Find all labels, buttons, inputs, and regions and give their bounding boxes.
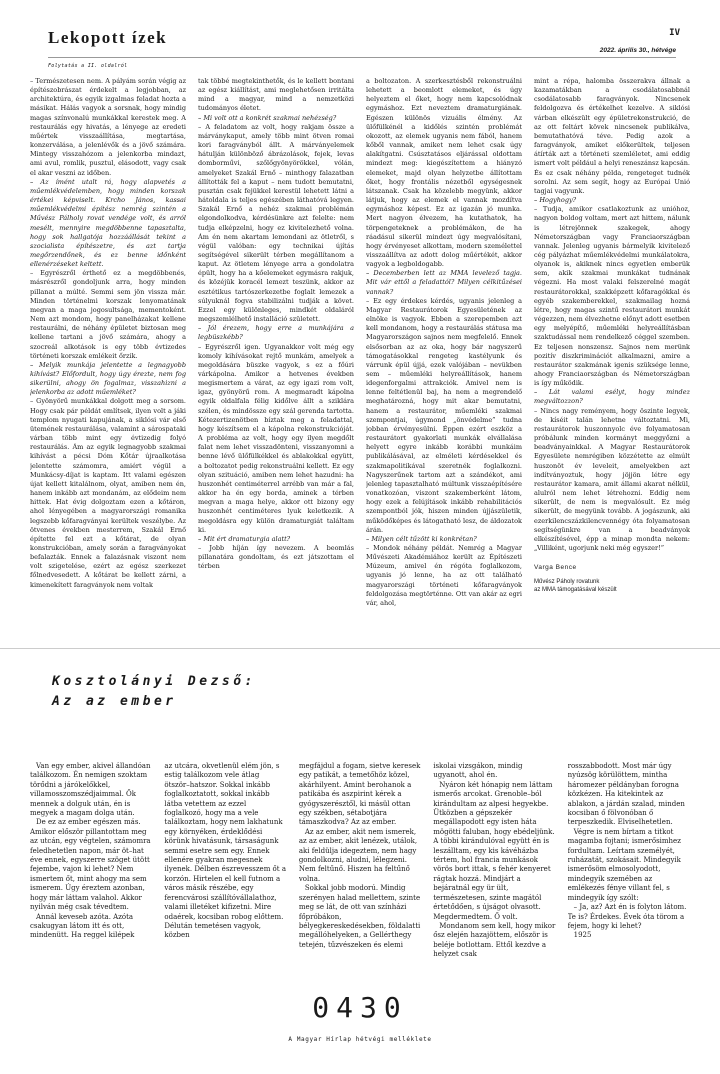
article-paragraph: – Mit ért dramaturgia alatt? [198,534,291,543]
poem-paragraph: De ez az ember egészen más. Amikor először pillantottam meg az utcán, egy végtelen, számomra feledhetetlen napon, már öt–hat éve ennek, egyszerre szöget ütött fejembe, vajon ki lehet? Nem ismertem őt, mint ahogy ma sem ismerem. Úgy éreztem azonban, hogy már láttam valahol. Akkor nyilván még csak tévedtem. [30,818,151,912]
section-title: Lekopott ízek [48,28,168,47]
poem-title: Az az ember [52,694,177,709]
article-paragraph: – Milyen célt tűzött ki konkrétan? [366,534,477,543]
poem-column [433,762,555,962]
continued-note: Folytatás a II. oldalról [48,63,128,69]
author-signature: Varga Bence [534,564,577,572]
poem-paragraph: Annál keveseb azóta. Azóta csakugyan látom itt és ott, mindenütt. Ha reggel kilépek [30,912,135,940]
article-paragraph: – A feladatom az volt, hogy rakjam össze a márványkaput, amely több mint ötven romai kori faragványból állt. A márványelemek hátulján különböző ábrázolások, fejek, levas domborművi, szőlőgyönyörökkel, vólán, amelyeket Szakál Ernő – minthogy falazatban állították fel a kaput – nem tudott bemutatni, pusztán csak fejükkel kerestül lehetett látni a hátoldala is teljes egészében láthatóvá legyen. Szakál Ernő a nehéz szakmai problémán elgondolkodva, kérdésünkre azt felelte: nem tudja elképzelni, hogy ez kivitelezhető volna. Ám én nem akartam lemondani az ötletről, s végül valóban: egy technikai újítás segítségével sikerült térben megállítanom a kaput. Az ötletem lényege arra a gondolatra épült, hogy ha a kőelemeket egymásra rakjuk, és közéjük koracél lemezt teszünk, akkor az esztétikus tartószerkezetbe foglalt lemezek a súlyuknál fogva stabilizálni tudják a követ. Ezzel egy különleges, mindkét oldaláról megszemlélhető installáció született. [198,122,354,324]
article-paragraph: – Az ímént utalt rá, hogy alapvetés a műemlékvédelemben, hogy minden korszak értékei képviselt. Krcho János, kassai műemlékvédelmi építész nemrég szintén a Művész Pálholy rovat vendége volt, és arról mesélt, mennyire megdöbbenne tapasztalta, hogy sok hallgatója hozzáállását tekint a szocialista építészetre, és azt tartja megőrzendőnek, és ez benne időnként ellenérzéseket keltett. [30,177,186,269]
supplement-line: A Magyar Hírlap hétvégi melléklete [288,1036,432,1043]
section-divider [0,648,720,649]
article-paragraph: – Tudja, amikor csatlakoztunk az unióhoz, nagyon boldog voltam, mert azt hittem, nálunk is létrejönnek szakegek, ahogy Németországban vagy Franciaországban vannak. Jelenleg ugyanis bármelyik kivitelező cég pályázhat műemlékvédelmi munkálatokra, olyanok is, akiknek nincs egyetlen emberük sem, akik szakmai munkákat tudnának végezni. Ha most valaki felszerelné magát restaurátorokkal, szakképzett kőfaragókkal és egyéb szakemberekkel, szakmailag hozná létre, hogy magas szintű restaurátori munkát végezzen, nem élvezhetne előnyt adott esetben egy melyépítő, műemléki helyreállításban szaktudással nem rendelkező céggel szemben. Ez teljesen nonszensz. Sajnos nem merünk pozitív diszkriminációt alkalmazni, amire a restaurátor szakmának igenis szüksége lenne, ahogy Franciaországban és Németországban is így működik. [534,205,690,388]
article-paragraph: a boltozaton. A szerkesztésből rekonstruálni lehetett a beomlott elemeket, és úgy helyeztem el őket, hogy nem kapcsolódnak egymáshoz. Ezt neveztem dramaturgiának. Egészen különös vizuális élmény. Az ülőfülkénél a kidőlés szintén problémát okozott, az elemek ugyanis nem fából, hanem kőből vannak, amiket nem lehet csak úgy alakítgatni. Csúsztatásos eljárással oldottam mindezt meg: kiegészítettem a hiányzó elemeket, majd olyan helyzetbe állítottam őket, hogy frontális nézetből egységesnek látszanak. Csak ha közelebb megyünk, akkor látjuk, hogy az elemek el vannak mozdítva egymáshoz képest. Ez az igazán jó munka. Mert nagyon élvezem, ha kutathatok, ha törpengeteknek a problémákon, de ha ráadásul sikerül mindezt úgy megvalósítani, hogy érvényeset alkottam, modern személettel visszaállítva az adott dolog műértékét, akkor vagyok a legboldogabb. [366,77,522,269]
poem-paragraph: iskolai vizsgákon, mindig ugyanott, ahol én. [433,762,523,780]
author-bio [534,578,690,594]
article-paragraph: – Jobb híján így nevezem. A beomlás pillanatára gondoltam, és ezt játszottam el térben [198,543,354,571]
poem-column [568,762,690,962]
page-number: IV [669,28,680,38]
poem-column [299,762,421,962]
article-paragraph: – Lát valami esélyt, hogy mindez megváltozzon? [534,388,690,406]
poem-paragraph: – Ja, az? Azt én is folyton látom. Te is? Érdekes. Évek óta törom a fejem, hogy ki lehet? [567,903,687,930]
article-paragraph: mint a répa, halomba összerakva állnak a kazamatákban a csodálatosabbnál csodálatosabb faragványok. Nincsenek feldolgozva és értékelhet kezelve. A siklósi várban elkészült egy épületrekonstrukció, de az ott feltárt kövek nincsenek publikálva, bemutathatóvá téve. Pedig azok a faragványok, amiket előkerültek, teljesen átírták azt a történeti szemléletet, ami eddig ismert volt például a helyi reneszánsz kapcsán. És ez csak néhány példa, rengeteget tudnék sorolni. Az sem segít, hogy az Európai Unió tagjai vagyunk. [534,77,690,195]
article-paragraph: – Mi volt ott a konkrét szakmai nehézség? [198,113,337,122]
article-paragraph: tak többé megtekinthetők, és le kellett bontani az egész kiállítást, ami meglehetősen irritálta mind a magyar, mind a nemzetközi tudományos életet. [198,77,354,113]
article-body [30,77,690,625]
poem-paragraph: megfájdul a fogam, sietve keresek egy patikát, a temetőhöz közel, akárhilyent. Amint berohanok a patikába és aszpirint kérek a gyógyszerésztől, ki másül ottan egy székben, sétabotjára támaszkodva? Az az ember. [298,762,421,827]
article-column [534,77,690,625]
article-column [198,77,354,625]
poem-column [164,762,286,962]
folio-number: 0430 [312,991,408,1024]
article-column-body [534,77,690,553]
poem-paragraph: 1925 [573,931,592,940]
article-paragraph: – Mondok néhány példát. Nemrég a Magyar Művészeti Akadémiához került az Építészeti Múzeum, amivel én régóta foglalkozom, ugyanis jó lenne, ha az ott található magyarországi történeti kőfaragványok feldolgozása megtörténne. Ott van akár az egri vár, ahol, [366,543,522,607]
poem-paragraph: rosszabbodott. Most már úgy nyúzsög körülöttem, mintha háromezer példányban forogna közkézen. Ha kitekintek az ablakon, a járdán szalad, minden kocsiban ő fölvonóban ő terpeszkedik. Elviselhetetlen. [567,762,685,827]
article-paragraph: – Gyönyörű munkákkal dolgott meg a sorsom. Hogy csak pár példát említsek, ilyen volt a jáki templom nyugati kapujának, a siklósi vár első ütemének restaurálása, valamint a sárospataki várban több mint egy évtizedig folyó restaurálás. Ám az egyik legnagyobb szakmai kihívást a pécsi Dóm Kőtár újraalkotása jelentette számomra, amiért végül a Munkácsy-díjat is kaptam. Itt valami egészen újat kellett kitalálnom, olyat, amiben nem én, hanem inkább azt mondanám, az elődeim nem hittek. Hat évig dolgoztam ezen a kőtáron, ahol lényegében a magyarországi romanika legszebb kőfaragványai kerültek veszélybe. Az ötvenes években mesterrem, Szakál Ernő építette fel ezt a kőtárat, de olyan konstrukcióban, amely során a faragványokat befalazták. Ennek a falazásnak viszont nem volt szigetelése, ezért az egész szerkezet főlnedvesedett. A kőtárat be kellett zárni, a kimenekített faragványok nem voltak [30,397,186,589]
poem-body [30,762,690,962]
article-paragraph: – Jól érezem, hogy erre a munkájára a legbüszkébb? [198,324,354,342]
poem-paragraph: az utcára, okvetlenül elém jön, s estig találkozom vele átlag ötször–hatszor. Sokkal inkább foglalkoztatott, sokkal inkább látba vetettem az ezzel foglalkozó, hogy ma a vele találkoztam, hogy nem lakhatunk egy környéken, érdeklődési körünk hivatásunk, társaságunk semmi esetre sem egy. Ennek ellenére gyakran megesnek ilyenek. Délben észrevesszem őt a korzón. Hirtelen el kell futnom a város másik részébe, egy ferencvárosi szállítóvállalathoz, valami illetéket kifizetni. Mire odaérek, kocsiban robog előttem. Délután temetésen vagyok, közben [164,762,286,940]
poem-column [30,762,152,962]
article-paragraph: – Ez egy érdekes kérdés, ugyanis jelenleg a Magyar Restaurátorok Egyesületének az elnöke is vagyok. Ebben a szerepemben azt kell mondanom, hogy a restaurálás státusa ma Magyarországon sajnos nem megfelelő. Ennek elsősorban az az oka, hogy bár nagyszerű támogatásokkal rengeteg kastélyunk és várrunk épül újjá, ezek valójában – nevükben sem – műemléki helyreállítások, hanem idegenforgalmi attrakciók. Amivel nem is lenne feltétlenül baj, ha nem a megrendelő meghatározná, hogy mit akar bemutatni, hanem a restaurátor, műemléki szakmai szempontjai, úgymond „önvédelme” tudna jobban érvényesülni. Éppen ezért eszköz a restaurátort gyakorlati munkák elvállalása helyett egyre inkább korábbi munkáim publikálásával, az elméleti kérdésekkel és szakmapolitikával szeretnék foglalkozni. Nagyszerűnek tartom azt a szándékot, ami jelenleg tapasztalható múltunk visszaépítésére vonatkozóan, viszont szakemberként látom, hogy ezek a felújítások inkább rehabilitációs szempontból jók, hiszen minden újjászületik, működőképes és látogatható lesz, de áldozatok árán. [366,296,522,534]
article-paragraph: – Hogyhogy? [534,196,577,205]
poem-paragraph: Mondanom sem kell, hogy mikor ősz elején hazajöttem, először is beléje botlottam. Ettől kezdve a helyzet csak [433,921,556,959]
poem-author: Kosztolányi Dezső: [52,674,256,689]
poem-paragraph: Nyáron két hónapig nem láttam ismerős arcokat. Grenoble–ból kirándultam az alpesi hegyekbe. Ütközben a gépszekér megállapodott egy isten háta mögötti faluban, hogy ebédeljünk. A többi kirándulóval együtt én is leszálltam, egy kis kávéházba tértem, hol francia munkások vörös bort ittak, s fehér kenyeret rágtak hozzá. Mindjárt a bejáratnál egy ür ült, természetesen, szinte magától értetődően, s újságot olvasott. Megdermedtem. Ő volt. [433,780,555,921]
article-column [366,77,522,625]
article-paragraph: – Természetesen nem. A pályám során végig az építészobrászat érdekelt a legjobban, az architektúra, és egyik izgalmas feladat hozta a másikat. Hálás vagyok a sorsnak, hogy mindig magas színvonalú munkákkal kerestek meg. A restaurálás egy hivatás, a lényege az eredeti műértek visszaállítása, megtartása, konzerválása, a jelenlévők és a jövő számára. Mintegy visszahózom a jelenkorba mindazt, ami avul, romlik, pusztul, elásodott, vagy csak el akar veszni az időben. [30,77,186,177]
poem-heading [52,672,256,712]
article-paragraph: – Melyik munkája jelentette a legnagyobb kihívást? Előfordult, hogy úgy érezte, nem fog sikerülni, ahogy ön fogalmaz, visszahizni a jelenkorba az adott műemléket? [30,360,186,397]
bio-line: az MMA támogatásával készült [534,587,617,594]
issue-date: 2022. április 30., hétvége [599,47,676,54]
article-column [30,77,186,625]
article-paragraph: – Egyrészről érthető ez a megdöbbenés, másrészről gondoljunk arra, hogy minden pillanat a múlté. Semmi sem jön vissza már. Minden történelmi korszak lenyomatának megvan a maga jogosultsága, mementoként. Nem azt mondom, hogy panelházakat kellene restaurálni, de néhány épületet biztosan meg kellene tartani a jövő számára, ahogy a szocreál alkotások is egy több évtizedes történeti korszak emlékeit őrzik. [30,269,186,360]
poem-paragraph: Sokkal jobb modorú. Mindig szerényen halad mellettem, szinte meg se lát, de ott van színházi főpróbákon, bélyegkereskedésekben, földalatti megállóhelyeken, a Gellérthegy tetején, tűzvészeken és elemi [298,884,421,949]
bio-line: Művész Páholy rovatunk [534,579,600,586]
poem-paragraph: Van egy ember, akivel állandóan találkozom. Én nemigen szoktam törődni a járókelőkkel, villamosszomszédjaimmal. Ők mennek a dolguk után, én is megyek a magam dolga után. [30,762,151,818]
header-rule [48,57,676,58]
article-paragraph: – Nincs nagy reményem, hogy öszinte legyek, de kíséit talán lehetne változtatni. Mi, restaurátorok huszonnyolc éve folyamatosan próbálunk minden kormányt meggyőzni a beadványainkkal. A Magyar Restaurátorok Egyesülete nemrégiben közzétette az elmúlt huszonöt év leveleit, amelyekben azt indítványoztuk, hogy jöjjön létre egy restaurátor kamara, amit állami akarat nélkül, alulról nem lehet létrehozni. Eddig nem sikerült, de nem is megvalósult. Ez még sikerült, de megyünk tovább. A jogászunk, aki ezerkilencszázkilencvennégy óta folyamatosan segítségünkre van a beadványok elkészítésével, épp a minap mondta nekem: „Villiként, ugorjunk neki még egyszer!” [534,406,690,552]
poem-paragraph: Az az ember, akit nem ismerek, az az ember, akit lenézek, utálok, aki feldülja idegeztem, nem hagy gondolkozni, aludni, lélegzeni. Nem feltűnő. Hiszen ha feltűnő volna. [298,827,418,883]
article-paragraph: – Egyrészről igen. Ugyanakkor volt még egy komoly kihívásokat rejtő munkám, amelyek a megoldására büszke vagyok, s ez a főúri várkápolna. Amikor a hetvenes években megismertem a várat, az egy igazi rom volt, igaz, gyönyörű rom. A megmaradt kápolna egyik oldalfala félig kidőlve állt a sziklára szélen, és mindössze egy szál gerenda tartotta. Kétezertizenötben bíztak meg a feladattal, hogy készítsem el a kápolna rekonstrukcióját. A probléma az volt, hogy egy ilyen megdőlt falat nem lehet visszadönteni, visszanyomni a benne lévő ülőfülkékkel és ablakokkal együtt, a boltozatot pedig rekonstruálni kellett. Ez egy olyan szituáció, amiben nem lehet hazudni: ha huszonhét centiméterrel arrébb van már a fal, akkor ha én egy borda, aminek a térben megvan a maga helye, akkor ott bizony egy huszonhét centiméteres lyuk keletkezik. A megoldásra egy külön dramaturgiát találtam ki. [198,342,354,534]
article-paragraph: – Decemberben lett az MMA levelező tagja. Mit vár ettől a feladattól? Milyen célkitűzései vannak? [366,269,522,296]
poem-paragraph: Végre is nem bírtam a titkot magamba fojtani; ismerősimhez fordultam. Leírtam személyét, ruházatát, szokásait. Mindegyik ismerősöm elmosolyodott, mindegyik szemében az emlékezés fénye villant fel, s mindegyik így szólt: [567,827,681,902]
